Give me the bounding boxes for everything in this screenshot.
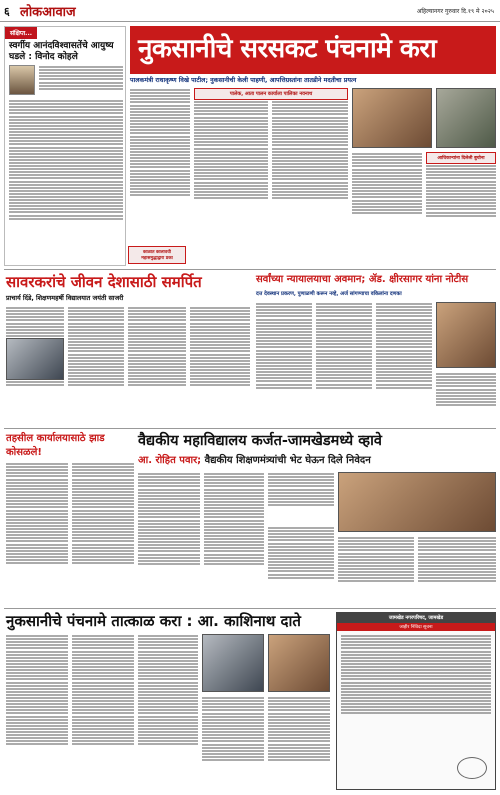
lead-col-2 xyxy=(194,100,268,238)
lead-photo-2 xyxy=(436,88,496,148)
masthead: लोकआवाज xyxy=(20,5,76,20)
section-divider-3 xyxy=(4,608,496,609)
section-divider-1 xyxy=(4,269,496,270)
story5-col-5 xyxy=(268,696,330,790)
page-header xyxy=(0,0,500,22)
story2-boxhead: काळात कालावधी महासमुद्धाद्वारा प्रका xyxy=(128,246,186,264)
lead-col-1 xyxy=(130,88,190,238)
story4-col-4 xyxy=(268,526,334,604)
story2-col-2 xyxy=(68,306,124,416)
sidebar-title: स्वर्गीय आनंदविश्वासतेंचे आयुष्य घडले : विनोद कोहले xyxy=(9,41,114,62)
story4-side-col-1 xyxy=(6,462,68,604)
page-number: ६ xyxy=(4,5,10,18)
lead-headline: नुकसानीचे सरसकट पंचनामे करा xyxy=(138,34,437,64)
story4-sub-lead: आ. रोहित पवार; xyxy=(138,455,202,466)
story4-side-col-2 xyxy=(72,462,134,604)
story5-col-3 xyxy=(138,634,198,790)
story5-col-1 xyxy=(6,634,68,790)
story2-col-3 xyxy=(128,306,186,416)
sidebar-brief xyxy=(4,26,126,266)
sidebar-flag: संक्षिप्त... xyxy=(5,27,37,39)
tender-notice xyxy=(336,612,496,790)
story2-col-4 xyxy=(190,306,250,416)
lead-photo-1 xyxy=(352,88,432,148)
lead-subhead: पालकमंत्री राधाकृष्ण विखे पाटील; नुकसानीची केली पाहणी, आपत्तिग्रस्तांना तातडीने मदतीचा प्रयत्न xyxy=(130,77,357,84)
story4-col-5 xyxy=(338,536,414,604)
notice-sub: जाहीर निविदा सूचना xyxy=(337,623,495,631)
sidebar-portrait xyxy=(9,65,35,95)
story4-col-6 xyxy=(418,536,496,604)
story4-col-2 xyxy=(204,472,264,604)
story4-side-headline: तहसील कार्यालयासाठे झाड कोसळले! xyxy=(6,433,105,458)
lead-banner xyxy=(130,26,496,74)
story5-headline: नुकसानीचे पंचनामे तात्काळ करा : आ. काशिनाथ दाते xyxy=(6,612,301,630)
story2-headline: सावरकरांचे जीवन देशासाठी समर्पित xyxy=(6,273,202,291)
story2-subhead: प्राचार्य दिंडे, शिक्षणमहर्षी विद्यालयात जयंती साजरी xyxy=(6,294,124,302)
story2-photo xyxy=(6,338,64,380)
notice-head: जामखेड नगरपरिषद, जामखेड xyxy=(337,613,495,623)
story4-top-headline: वैद्यकीय महाविद्यालय कर्जत-जामखेडमध्ये व्हावे xyxy=(138,433,382,449)
story4-photo xyxy=(338,472,496,532)
story3-photo xyxy=(436,302,496,368)
notice-seal xyxy=(457,757,487,779)
story4-sub-rest: वैद्यकीय शिक्षणमंत्र्यांची भेट घेऊन दिले निवेदन xyxy=(201,455,371,466)
lead-aside-text xyxy=(426,164,496,238)
story3-headline: सर्वांच्या न्यायालयाचा अवमान; ॲड. क्षीरसागर यांना नोटीस xyxy=(256,274,469,285)
notice-body xyxy=(337,631,495,749)
story3-col-4 xyxy=(436,372,496,422)
story5-photo-1 xyxy=(202,634,264,692)
story3-col-2 xyxy=(316,302,372,422)
sidebar-text-1 xyxy=(39,65,123,97)
sidebar-text-2 xyxy=(9,99,123,263)
story5-col-4 xyxy=(202,696,264,790)
story5-col-2 xyxy=(72,634,134,790)
story3-col-1 xyxy=(256,302,312,422)
lead-col-4 xyxy=(352,152,422,238)
issue-date: अहिल्यानगर गुरुवार दि.१९ मे २०२५ xyxy=(416,8,494,15)
story4-col-3 xyxy=(268,472,334,522)
story5-photo-2 xyxy=(268,634,330,692)
section-divider-2 xyxy=(4,428,496,429)
story3-col-3 xyxy=(376,302,432,422)
lead-boxhead: पालेक, आता पालन कार्याला पालिका नवनाथ xyxy=(194,88,348,100)
lead-aside-head: आधिकाऱ्यांना दिलेली बुचोना xyxy=(426,152,496,164)
story4-col-1 xyxy=(138,472,200,604)
story3-subhead: दत्त देवस्थान प्रकरण, पुणाळणी करून नव्हे, अर्ज सांगण्याचा वकिलांना दणका xyxy=(256,291,402,297)
lead-col-3 xyxy=(272,100,348,238)
story4-subline xyxy=(138,454,496,468)
